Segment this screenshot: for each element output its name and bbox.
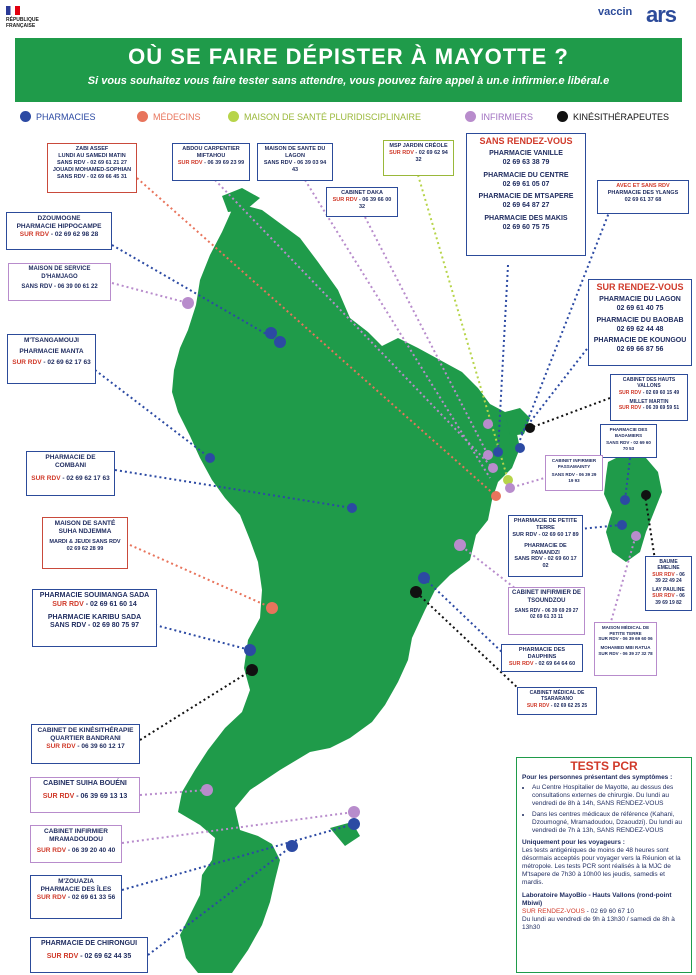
label-name: JOUADI MOHAMED-SOPHIAN <box>52 166 132 173</box>
label-name: PHARMACIE HIPPOCAMPE <box>16 223 102 231</box>
pcr-lab-hours: Du lundi au vendredi de 9h à 13h30 / samedi de 8h à 13h30 <box>522 916 675 931</box>
label-phone: SANS RDV - 02 69 60 17 02 <box>514 556 577 570</box>
label-phone: 02 69 66 87 56 <box>616 346 664 353</box>
label-name: PHARMACIE DU CENTRE <box>483 171 569 179</box>
label-phone: SUR RDV - 02 69 60 17 89 <box>512 531 579 538</box>
nurse-dot-icon <box>483 450 493 460</box>
label-phone: - 02 69 61 33 56 <box>66 894 116 902</box>
label-place: DZOUMOGNE <box>37 215 81 222</box>
label-name: CABINET SUIHA BOUÉNI <box>43 780 127 787</box>
label-name: PHARMACIE DES MAKIS <box>484 214 568 222</box>
label-phone: - 06 39 66 00 32 <box>357 196 392 210</box>
label-phone: - 02 69 62 44 35 <box>78 952 132 960</box>
label-rdv: SUR RDV <box>618 405 642 411</box>
pharmacy-dot-icon <box>205 453 215 463</box>
label-baume <box>645 556 692 611</box>
ars-logo-text: ars <box>646 2 677 27</box>
leader-line-tsararano <box>416 592 520 690</box>
label-abdou <box>172 143 250 181</box>
label-name: PHARMACIE DE KOUNGOU <box>593 337 687 345</box>
label-rdv: SUR RDV <box>36 894 67 902</box>
label-name: CABINET DAKA <box>341 190 383 196</box>
physio-dot-icon <box>246 664 258 676</box>
label-rdv: SUR RDV <box>618 389 642 396</box>
label-name: PHARMACIE DES BADAMIERS <box>609 427 648 438</box>
pharmacy-dot-icon <box>347 503 357 513</box>
pharmacy-dot-icon <box>418 572 430 584</box>
nurse-dot-icon <box>631 531 641 541</box>
label-phone: 02 69 62 28 99 <box>66 546 104 553</box>
label-phone: - 06 39 22 49 24 <box>655 571 685 584</box>
label-rdv: SUR RDV <box>46 952 79 960</box>
label-phone: SUR RDV - 06 39 27 32 78 <box>598 650 653 656</box>
label-name: PHARMACIE DES ÎLES <box>40 886 112 894</box>
label-sur-rendez-vous <box>588 279 692 366</box>
label-name: BAUME EMELINE <box>657 559 680 572</box>
legend-label: MAISON DE SANTÉ PLURIDISCIPLINAIRE <box>244 111 422 122</box>
label-phone: 02 69 61 37 68 <box>624 196 662 203</box>
pcr-lab-name: Laboratoire MayoBio - Hauts Vallons (rond-point Mbiwi) <box>522 892 672 907</box>
label-rdv: SUR RDV <box>52 600 84 608</box>
label-rdv: SUR RDV <box>31 475 61 483</box>
label-name: PHARMACIE DE PAMANDZI <box>524 542 567 556</box>
label-phone: SANS RDV - 02 69 66 45 31 <box>56 173 127 180</box>
pcr-lab-rdv: SUR RENDEZ-VOUS <box>522 908 585 915</box>
label-mzouazia <box>30 875 122 919</box>
nurse-dot-icon <box>505 483 515 493</box>
nurse-dot-icon <box>483 419 493 429</box>
label-name: PHARMACIE DE PETITE TERRE <box>513 518 578 531</box>
label-name: PHARMACIE DE CHIRONGUI <box>40 940 138 947</box>
label-rdv: SUR RDV <box>42 792 75 800</box>
label-phone: SANS RDV - 02 69 60 70 53 <box>606 440 651 451</box>
label-phone: - 06 39 69 13 13 <box>74 792 128 800</box>
label-phone: 02 69 63 38 79 <box>502 159 550 166</box>
vaccin-logo-text: vaccin <box>598 6 633 18</box>
label-name: PHARMACIE SOUIMANGA SADA <box>39 592 150 599</box>
page-title: OÙ SE FAIRE DÉPISTER À MAYOTTE ? <box>128 44 569 69</box>
label-suha <box>42 517 128 569</box>
label-name: PHARMACIE VANILLE <box>489 150 563 158</box>
label-name: MAISON DE SERVICE D'HAMJAGO <box>28 266 91 280</box>
label-name: MAISON MÉDICAL DE PETITE TERRE <box>601 625 650 636</box>
label-phone: 02 69 61 33 11 <box>529 614 564 621</box>
page-subtitle: Si vous souhaitez vous faire tester sans attendre, vous pouvez faire appel à un.e infirmier.e libéral.e <box>87 75 610 87</box>
label-hamjago <box>8 263 111 301</box>
label-phone: 02 69 61 40 75 <box>616 305 664 312</box>
label-rdv: SUR RDV <box>508 660 534 667</box>
legend-label: PHARMACIES <box>36 111 96 122</box>
label-rdv: SUR RDV <box>36 847 67 855</box>
pharmacy-dot-icon <box>274 336 286 348</box>
doctor-dot-icon <box>266 602 278 614</box>
pcr-travellers-text: Les tests antigéniques de moins de 48 heures sont désormais acceptés pour voyager vers la Réunion et la métropole. Les tests PCR sont réalisés à la MJC de M'tsapere de 7h30 à 10h00 les jeudis, samedis et mardis. <box>522 847 681 886</box>
label-phone: - 02 69 61 60 14 <box>83 600 137 608</box>
label-name: PHARMACIE MANTA <box>19 348 84 356</box>
pharmacy-dot-icon <box>244 644 256 656</box>
label-phone: - 06 39 69 19 82 <box>655 593 685 606</box>
label-chirongui <box>30 937 148 973</box>
label-phone: 02 69 60 75 75 <box>502 223 550 231</box>
label-phone: SANS RDV - 02 69 61 21 27 <box>56 159 127 166</box>
legend-label: MÉDECINS <box>153 111 201 122</box>
label-phone: 02 69 61 05 07 <box>502 180 550 188</box>
pcr-title: TESTS PCR <box>570 759 638 773</box>
pharmacy-dot-icon <box>493 447 503 457</box>
pcr-item-centres: • Dans les centres médicaux de référence (Kahani, Dzoumogné, Mramadoudou, Dzaoudzi). Du lundi au vendredi de 7h à 13h, SANS RENDEZ-VOUS <box>532 811 686 835</box>
label-name: CABINET INFIRMIER PASSAMAINTY <box>551 458 597 469</box>
label-name: CABINET MÉDICAL DE TSARARANO <box>529 690 585 703</box>
label-place: M'TSANGAMOUJI <box>24 337 79 344</box>
label-name: PHARMACIE DE MTSAPERE <box>478 193 574 201</box>
nurse-dot-icon <box>348 806 360 818</box>
leader-line-dauphins <box>424 578 505 655</box>
label-cabinet-daka <box>326 187 398 217</box>
label-sans-rendez-vous <box>466 133 586 256</box>
label-rdv: SUR RDV <box>652 571 675 578</box>
label-hours: MARDI & JEUDI SANS RDV <box>49 539 121 546</box>
label-phone: - 06 39 60 12 17 <box>75 743 125 751</box>
label-title: SUR RENDEZ-VOUS <box>596 282 684 292</box>
label-name: MOHAMED MBI RATUA <box>600 644 651 650</box>
label-title: SANS RENDEZ-VOUS <box>479 136 573 146</box>
label-rdv: SUR RDV <box>526 702 550 709</box>
pharmacy-dot-icon <box>348 818 360 830</box>
gov-logo-text: RÉPUBLIQUE FRANÇAISE <box>6 17 39 29</box>
label-zabi <box>47 143 137 193</box>
pharmacy-dot-icon <box>265 327 277 339</box>
label-phone: - 06 39 69 59 51 <box>641 405 680 411</box>
label-tsararano <box>517 687 597 715</box>
leader-line-hautsvallons <box>530 398 610 428</box>
nurse-dot-icon <box>488 463 498 473</box>
label-place: M'ZOUAZIA <box>58 878 94 885</box>
nurse-dot-icon <box>454 539 466 551</box>
label-name: PHARMACIE DES DAUPHINS <box>518 647 566 660</box>
label-ylangs <box>597 180 689 214</box>
nurse-dot-icon <box>182 297 194 309</box>
label-phone: - 02 69 62 17 63 <box>41 359 91 367</box>
label-passamainty <box>545 455 603 491</box>
leader-line-hamjago <box>112 283 188 303</box>
label-maison-medicale-pt <box>594 622 657 676</box>
physio-dot-icon <box>410 586 422 598</box>
label-phone: 02 69 62 44 48 <box>616 325 664 333</box>
label-name: PHARMACIE DE COMBANI <box>45 454 96 470</box>
legend-label: KINÉSITHÉRAPEUTES <box>573 111 670 122</box>
leader-line-souimanga <box>155 625 250 650</box>
pcr-info-panel <box>516 757 692 973</box>
grande-terre-island <box>172 203 520 973</box>
label-phone: SANS RDV - 06 39 03 94 43 <box>263 159 327 173</box>
label-petite-terre <box>508 515 583 577</box>
label-phone: - 02 69 62 98 28 <box>49 231 99 239</box>
label-dauphins <box>501 644 583 672</box>
legend-label: INFIRMIERS <box>481 111 534 122</box>
label-title: AVEC ET SANS RDV <box>616 183 670 189</box>
label-name: LAY PAULINE <box>652 587 685 593</box>
label-phone: SANS RDV - 06 39 69 29 27 <box>514 608 579 614</box>
label-phone: SANS RDV - 06 39 00 61 22 <box>21 284 98 290</box>
label-rdv: SUR RDV <box>177 159 203 166</box>
pharmacy-dot-icon <box>515 443 525 453</box>
label-souimanga <box>32 589 157 647</box>
leader-line-surrdv <box>520 345 590 435</box>
label-mramadoudou <box>30 825 122 863</box>
label-rdv: SUR RDV <box>332 196 358 203</box>
pcr-list <box>532 784 686 835</box>
label-name: CABINET DE KINÉSITHÉRAPIE QUARTIER BANDRANI <box>37 727 134 743</box>
label-msp-jardin <box>383 140 454 176</box>
nurse-dot-icon <box>201 784 213 796</box>
label-name: CABINET INFIRMIER MRAMADOUDOU <box>44 828 108 844</box>
pcr-intro: Pour les personnes présentant des symptômes : <box>522 774 673 781</box>
label-phone: SANS RDV - 02 69 80 75 97 <box>49 622 140 630</box>
label-manta <box>7 334 96 384</box>
label-rdv: SUR RDV <box>12 359 42 367</box>
label-tsoundzou <box>508 587 585 635</box>
physio-dot-icon <box>641 490 651 500</box>
label-phone: 02 69 64 87 27 <box>502 202 550 209</box>
label-phone: - 06 39 20 40 40 <box>66 847 116 855</box>
label-hauts-vallons <box>610 374 688 421</box>
label-bouheni <box>30 777 140 813</box>
label-bandrani <box>31 724 140 764</box>
pcr-lab-phone: - 02 69 60 67 10 <box>584 908 634 915</box>
doctor-dot-icon <box>491 491 501 501</box>
label-name: MSP JARDIN CRÉOLE <box>389 143 448 149</box>
label-phone: - 02 69 62 25 25 <box>549 702 588 709</box>
label-name: MILLET MARTIN <box>629 398 669 405</box>
label-phone: SANS RDV - 06 39 29 19 93 <box>551 472 597 483</box>
label-phone: SUR RDV - 06 39 69 60 06 <box>598 636 653 642</box>
label-phone: - 02 69 62 94 32 <box>413 149 448 163</box>
label-phone: - 02 69 62 17 63 <box>60 475 110 483</box>
label-combani <box>26 451 115 496</box>
label-rdv: SUR RDV <box>19 231 50 239</box>
pharmacy-dot-icon <box>286 840 298 852</box>
label-rdv: SUR RDV <box>46 743 76 751</box>
label-phone: - 06 39 69 23 99 <box>202 159 245 166</box>
label-name: PHARMACIE DES YLANGS <box>607 189 679 196</box>
label-name: PHARMACIE DU BAOBAB <box>596 316 684 324</box>
label-name: MAISON DE SANTE DU LAGON <box>264 146 326 159</box>
label-ms-lagon <box>257 143 333 181</box>
physio-dot-icon <box>525 423 535 433</box>
label-dzoumogne <box>6 212 112 250</box>
pharmacy-dot-icon <box>620 495 630 505</box>
label-name: PHARMACIE KARIBU SADA <box>47 613 142 621</box>
label-name: ZABI ASSEF <box>75 146 109 152</box>
label-hours: LUNDI AU SAMEDI MATIN <box>58 152 126 159</box>
petite-terre-island <box>604 452 662 562</box>
pharmacy-dot-icon <box>617 520 627 530</box>
pcr-item-chm: • Au Centre Hospitalier de Mayotte, au dessus des consultations externes de chirurgie. Du lundi au vendredi de 8h à 14h, SANS RENDEZ-VOUS <box>532 784 686 808</box>
pcr-travellers-heading: Uniquement pour les voyageurs : <box>522 839 625 846</box>
label-phone: - 02 69 60 15 49 <box>641 389 680 396</box>
label-rdv: SUR RDV <box>652 593 675 600</box>
label-phone: - 02 69 64 64 60 <box>533 660 576 667</box>
label-badamiers <box>600 424 657 458</box>
label-rdv: SUR RDV <box>389 149 414 156</box>
label-name: CABINET INFIRMIER DE TSOUNDZOU <box>512 590 581 604</box>
label-name: CABINET DES HAUTS VALLONS <box>622 377 676 390</box>
label-name: MAISON DE SANTÉ SUHA NDJEMMA <box>54 520 116 536</box>
label-name: PHARMACIE DU LAGON <box>599 296 681 304</box>
label-name: ABDOU CARPENTIER MIFTAHOU <box>182 146 240 159</box>
